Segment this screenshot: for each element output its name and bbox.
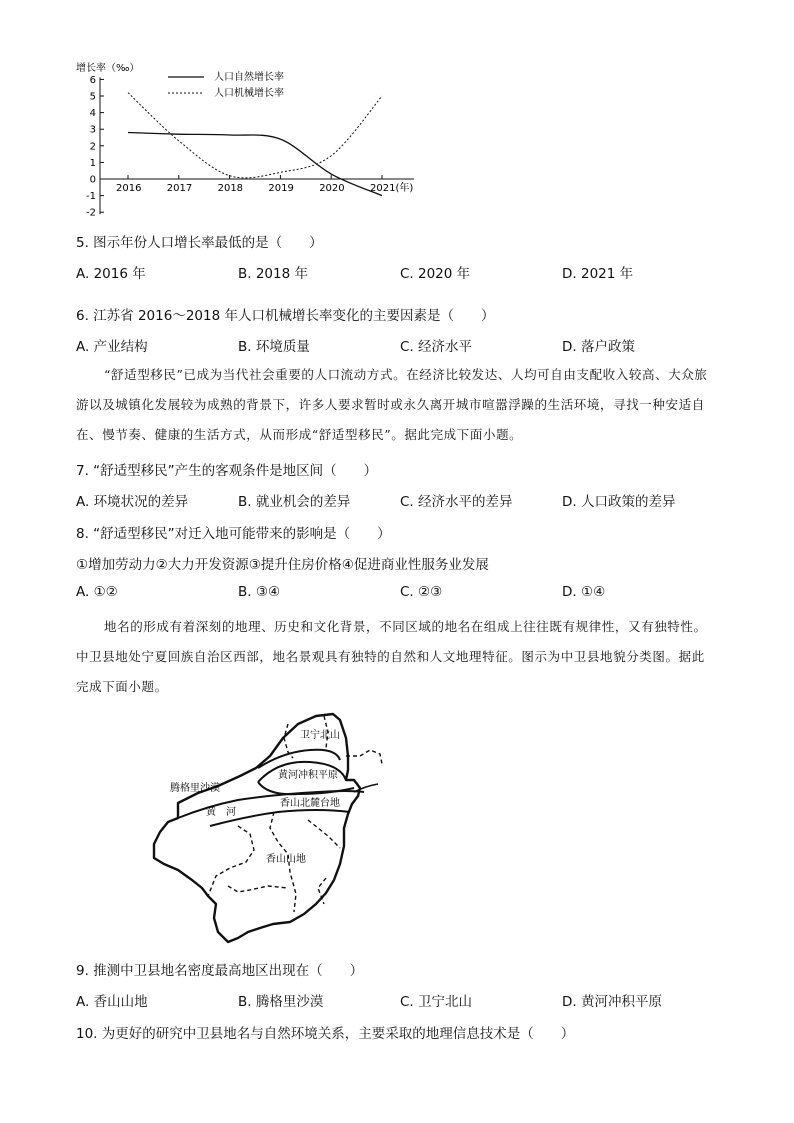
y-tick-label: 4 <box>89 108 96 120</box>
q6-option-a[interactable]: A. 产业结构 <box>76 339 148 355</box>
q8-option-b[interactable]: B. ③④ <box>238 584 281 600</box>
dashed-line-7 <box>308 820 340 848</box>
y-tick-label: 2 <box>89 141 96 153</box>
x-tick-label: 2018 <box>217 183 244 194</box>
q5-option-c[interactable]: C. 2020 年 <box>400 266 471 282</box>
y-tick-label: 6 <box>89 74 96 86</box>
q7-option-a[interactable]: A. 环境状况的差异 <box>76 494 189 510</box>
county-boundary <box>154 714 360 942</box>
dashed-line-3 <box>346 750 382 764</box>
q8-option-a[interactable]: A. ①② <box>76 584 118 600</box>
q6-option-c[interactable]: C. 经济水平 <box>400 339 473 355</box>
passage-place-names: 地名的形成有着深刻的地理、历史和文化背景，不同区域的地名在组成上往往既有规律性，又有独特性。中卫县地处宁夏回族自治区西部，地名景观具有独特的自然和人文地理特征。图示为中卫县地貌分类图。据此完成下面小题。 <box>76 619 707 694</box>
x-tick-label: 2017 <box>166 183 193 194</box>
population-growth-chart <box>70 58 430 223</box>
q7-option-c[interactable]: C. 经济水平的差异 <box>400 494 513 510</box>
y-tick-label: -1 <box>86 191 96 203</box>
dashed-line-4 <box>208 826 254 896</box>
x-tick-label: 2019 <box>268 183 294 194</box>
q8-option-d[interactable]: D. ①④ <box>562 584 606 600</box>
question-5-stem: 5. 图示年份人口增长率最低的是（ ） <box>76 235 323 251</box>
y-tick-label: 1 <box>89 157 96 169</box>
x-tick-label: 2020 <box>319 183 345 194</box>
q9-option-a[interactable]: A. 香山山地 <box>76 994 148 1010</box>
question-9-stem: 9. 推测中卫县地名密度最高地区出现在（ ） <box>76 963 364 979</box>
y-tick-label: 5 <box>89 91 96 103</box>
question-6-stem: 6. 江苏省 2016～2018 年人口机械增长率变化的主要因素是（ ） <box>76 308 495 324</box>
label-yellow-river: 黄 河 <box>206 807 236 818</box>
chart-ylabel: 增长率（‰） <box>76 63 140 74</box>
question-8-stem: 8. “舒适型移民”对迁入地可能带来的影响是（ ） <box>76 526 391 542</box>
q5-option-a[interactable]: A. 2016 年 <box>76 266 146 282</box>
q7-option-b[interactable]: B. 就业机会的差异 <box>238 494 351 510</box>
y-tick-label: 3 <box>89 124 96 136</box>
legend-label-natural: 人口自然增长率 <box>214 72 284 83</box>
q6-option-b[interactable]: B. 环境质量 <box>238 339 310 355</box>
q5-option-b[interactable]: B. 2018 年 <box>238 266 308 282</box>
q9-option-b[interactable]: B. 腾格里沙漠 <box>238 994 324 1010</box>
q8-option-c[interactable]: C. ②③ <box>400 584 443 600</box>
question-10-stem: 10. 为更好的研究中卫县地名与自然环境关系，主要采取的地理信息技术是（ ） <box>76 1026 575 1042</box>
q9-option-c[interactable]: C. 卫宁北山 <box>400 994 473 1010</box>
x-tick-label: 2021(年) <box>370 183 414 194</box>
label-xiangshan-north-terrace: 香山北麓台地 <box>280 798 340 809</box>
q9-option-d[interactable]: D. 黄河冲积平原 <box>562 994 662 1010</box>
y-tick-label: -2 <box>86 207 96 219</box>
label-yellow-river-plain: 黄河冲积平原 <box>278 770 338 781</box>
y-tick-label: 0 <box>89 174 96 186</box>
dashed-line-6 <box>228 886 288 892</box>
question-7-stem: 7. “舒适型移民”产生的客观条件是地区间（ ） <box>76 463 378 479</box>
q7-option-d[interactable]: D. 人口政策的差异 <box>562 494 676 510</box>
q6-option-d[interactable]: D. 落户政策 <box>562 339 635 355</box>
zhongwei-landform-map <box>78 708 403 958</box>
x-tick-label: 2016 <box>116 183 142 194</box>
label-tengger-desert: 腾格里沙漠 <box>170 783 220 794</box>
q8-statements: ①增加劳动力②大力开发资源③提升住房价格④促进商业性服务业发展 <box>76 557 489 573</box>
label-xiangshan-mountain: 香山山地 <box>266 854 306 865</box>
label-weining-north-mountain: 卫宁北山 <box>300 730 340 741</box>
legend-label-mechanical: 人口机械增长率 <box>214 88 284 99</box>
chart-legend <box>168 70 284 99</box>
q5-option-d[interactable]: D. 2021 年 <box>562 266 634 282</box>
chart-series-lines <box>128 93 382 196</box>
passage-comfort-migration: “舒适型移民”已成为当代社会重要的人口流动方式。在经济比较发达、人均可自由支配收入较高、大众旅游以及城镇化发展较为成熟的背景下，许多人要求暂时或永久离开城市喧嚣浮躁的生活环境，寻找一种安适自在、慢节奏、健康的生活方式，从而形成“舒适型移民”。据此完成下面小题。 <box>76 367 708 442</box>
chart-y-ticks <box>86 75 104 219</box>
